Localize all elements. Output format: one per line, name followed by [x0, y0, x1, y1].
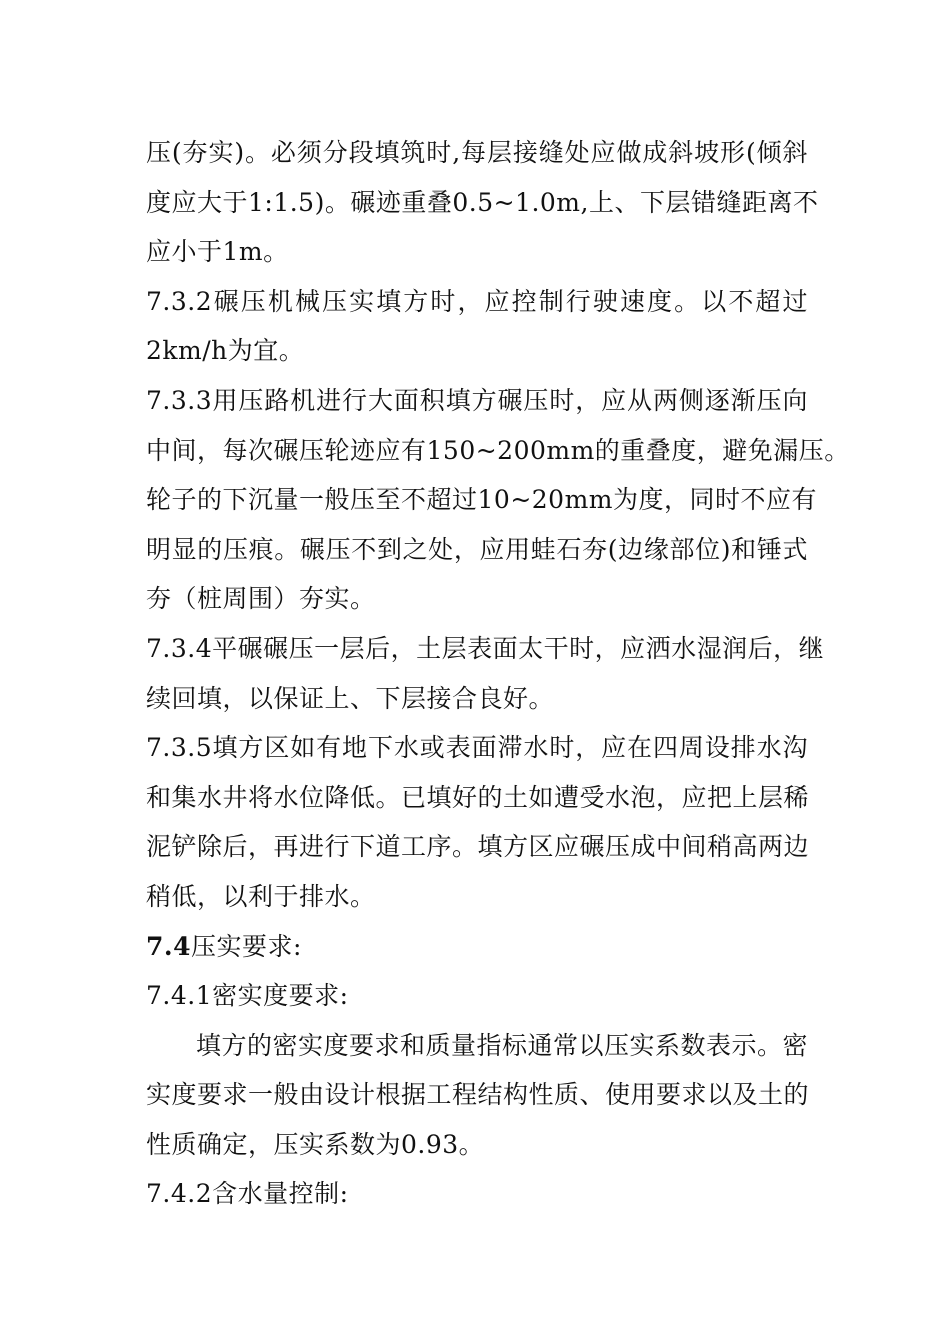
document-body [146, 128, 850, 1219]
text-line: 度应大于1:1.5)。碾迹重叠0.5~1.0m,上、下层错缝距离不 [146, 187, 819, 217]
text-line: 泥铲除后，再进行下道工序。填方区应碾压成中间稍高两边 [146, 832, 810, 862]
section-heading-7-4 [146, 922, 808, 972]
text-line: 7.3.5填方区如有地下水或表面滞水时，应在四周设排水沟 [146, 733, 808, 763]
text-line: 2km/h为宜。 [146, 336, 305, 366]
paragraph-block-7-3 [146, 128, 850, 922]
text-line: 应小于1m。 [146, 237, 289, 267]
text-line: 稍低，以利于排水。 [146, 881, 376, 911]
text-line: 7.4.2含水量控制: [146, 1179, 349, 1209]
text-line: 压(夯实)。必须分段填筑时,每层接缝处应做成斜坡形(倾斜 [146, 138, 808, 167]
paragraph-block-7-4 [146, 971, 808, 1219]
text-line: 7.3.3用压路机进行大面积填方碾压时，应从两侧逐渐压向 [146, 385, 808, 415]
text-line: 夯（桩周围）夯实。 [146, 584, 376, 614]
text-line: 实度要求一般由设计根据工程结构性质、使用要求以及土的 [146, 1080, 810, 1110]
text-line: 7.3.4平碾碾压一层后，土层表面太干时，应洒水湿润后，继 [146, 633, 825, 663]
text-line: 轮子的下沉量一般压至不超过10~20mm为度，同时不应有 [146, 485, 817, 515]
text-line: 7.3.2碾压机械压实填方时，应控制行驶速度。以不超过 [146, 286, 808, 316]
text-line: 续回填，以保证上、下层接合良好。 [146, 683, 555, 713]
text-line: 明显的压痕。碾压不到之处，应用蛙石夯(边缘部位)和锤式 [146, 534, 808, 564]
text-line: 7.4.1密实度要求: [146, 981, 349, 1011]
text-line: 和集水井将水位降低。已填好的土如遭受水泡，应把上层稀 [146, 782, 810, 812]
text-line: 性质确定，压实系数为0.93。 [146, 1129, 485, 1159]
text-line: 中间，每次碾压轮迹应有150~200mm的重叠度，避免漏压。 [146, 435, 850, 465]
section-number: 7.4 [146, 931, 191, 961]
text-line: 填方的密实度要求和质量指标通常以压实系数表示。密 [196, 1030, 809, 1060]
section-title: 压实要求: [191, 931, 302, 961]
